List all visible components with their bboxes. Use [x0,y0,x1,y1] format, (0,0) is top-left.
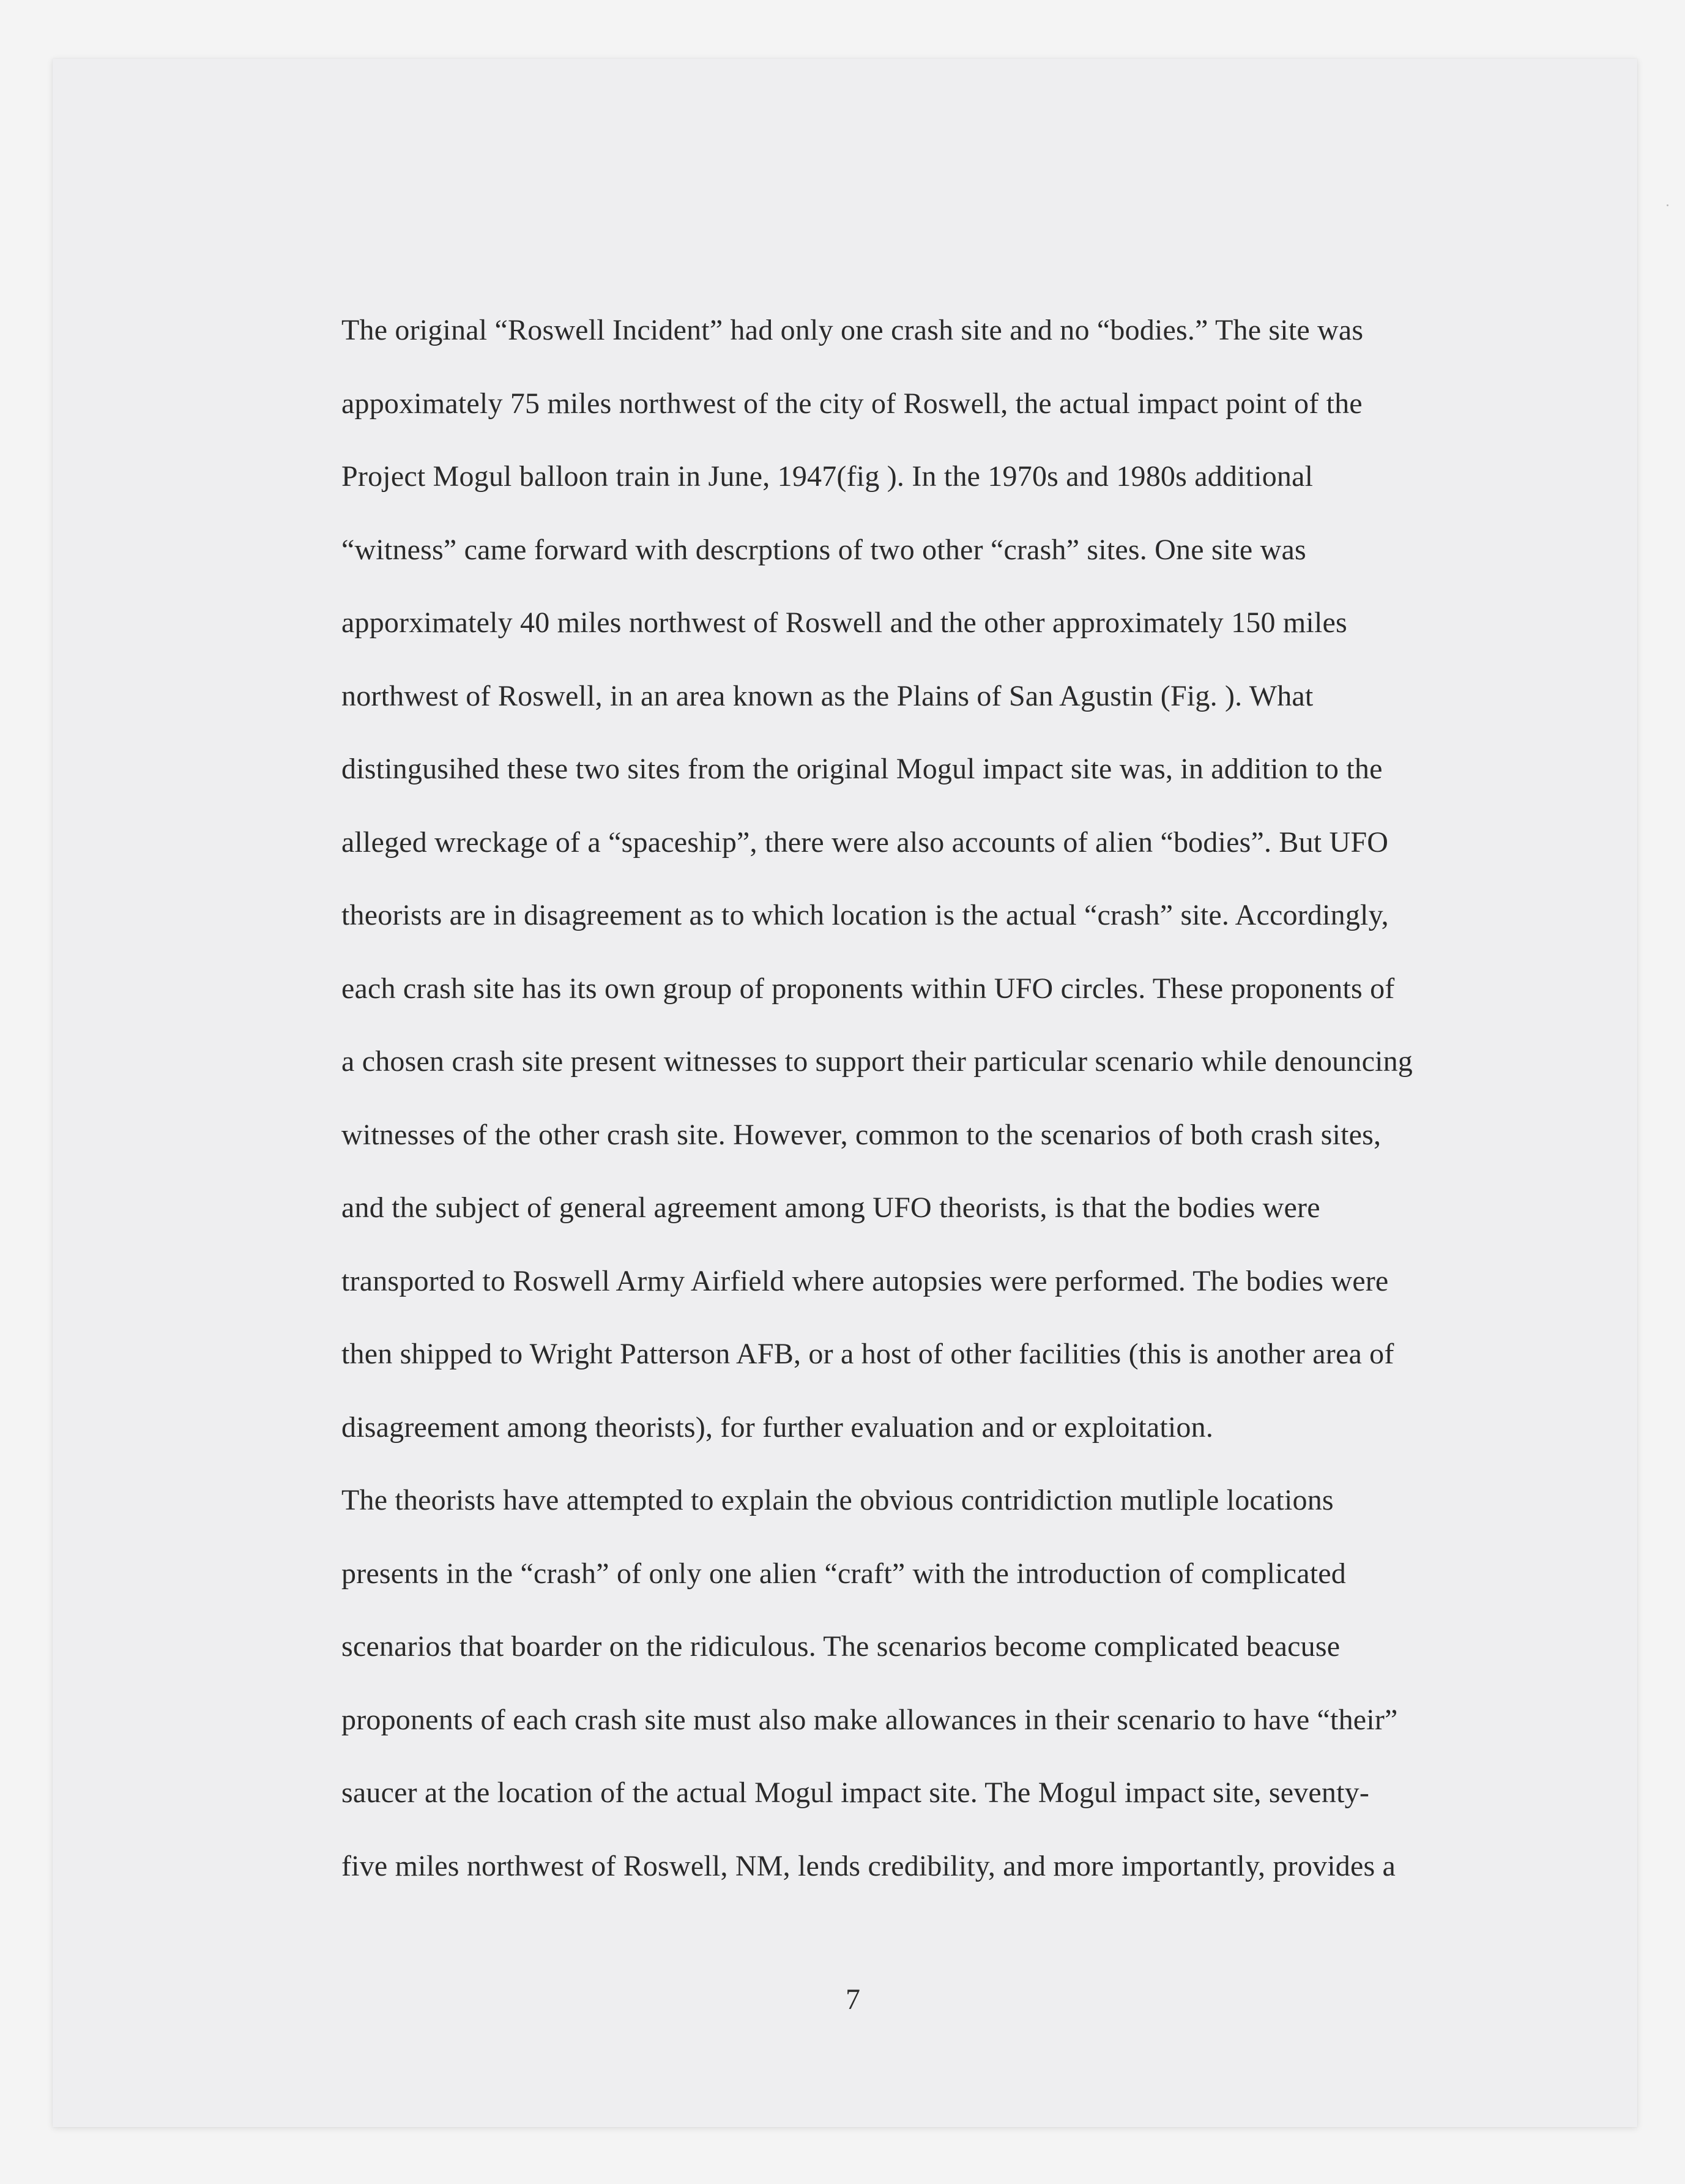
text-line: presents in the “crash” of only one alien “craft” with the introduction of complicated [341,1557,1346,1590]
text-line: transported to Roswell Army Airfield where autopsies were performed. The bodies were [341,1264,1389,1297]
text-line: Project Mogul balloon train in June, 1947(fig ). In the 1970s and 1980s additional [341,460,1314,493]
text-line: The theorists have attempted to explain the obvious contridiction mutliple locations [341,1484,1334,1516]
text-line: alleged wreckage of a “spaceship”, there were also accounts of alien “bodies”. But UFO [341,826,1389,859]
text-line: distingusihed these two sites from the original Mogul impact site was, in addition to the [341,753,1383,785]
text-line: apporximately 40 miles northwest of Roswell and the other approximately 150 miles [341,606,1347,639]
scan-speck [1667,204,1668,206]
text-line: appoximately 75 miles northwest of the city of Roswell, the actual impact point of the [341,387,1363,420]
document-page [53,59,1637,2127]
text-line: saucer at the location of the actual Mogul impact site. The Mogul impact site, seventy- [341,1776,1370,1809]
body-text [341,294,1541,1903]
text-line: scenarios that boarder on the ridiculous. The scenarios become complicated beacuse [341,1630,1341,1663]
text-line: The original “Roswell Incident” had only one crash site and no “bodies.” The site was [341,314,1364,346]
text-line: five miles northwest of Roswell, NM, lends credibility, and more importantly, provides a [341,1849,1396,1882]
text-line: northwest of Roswell, in an area known as the Plains of San Agustin (Fig. ). What [341,679,1314,712]
text-line: witnesses of the other crash site. However, common to the scenarios of both crash sites, [341,1118,1382,1151]
text-line: then shipped to Wright Patterson AFB, or a host of other facilities (this is another area of [341,1338,1394,1370]
text-line: theorists are in disagreement as to which location is the actual “crash” site. Accordingly, [341,899,1389,931]
text-line: and the subject of general agreement among UFO theorists, is that the bodies were [341,1191,1320,1224]
text-line: each crash site has its own group of proponents within UFO circles. These proponents of [341,972,1395,1005]
page-number: 7 [846,1983,860,2016]
text-line: proponents of each crash site must also make allowances in their scenario to have “their” [341,1703,1398,1736]
text-line: “witness” came forward with descrptions of two other “crash” sites. One site was [341,533,1306,566]
text-line: disagreement among theorists), for further evaluation and or exploitation. [341,1411,1214,1444]
text-line: a chosen crash site present witnesses to support their particular scenario while denouncing [341,1045,1413,1078]
